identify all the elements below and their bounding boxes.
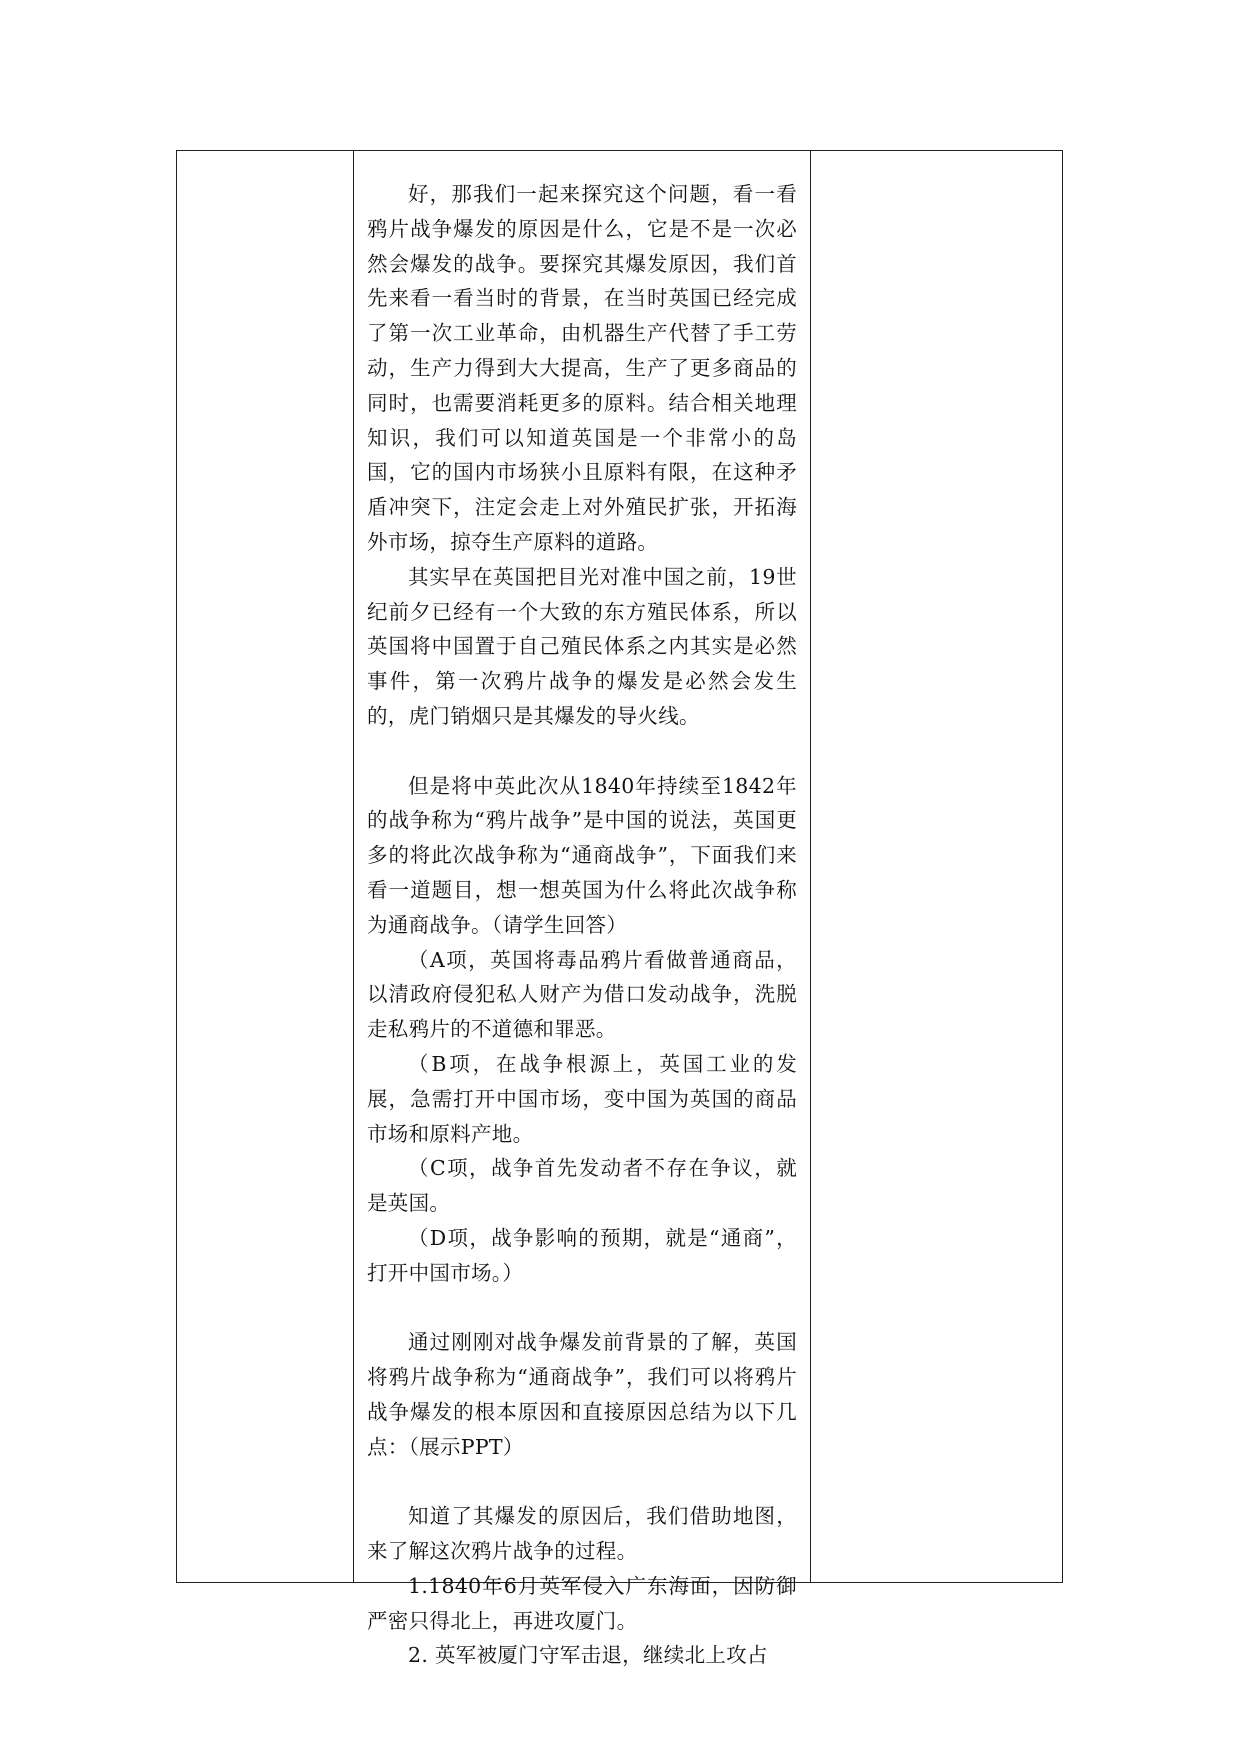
list-item-2: 2. 英军被厦门守军击退，继续北上攻占 [408, 1643, 768, 1668]
paragraph-background: 好，那我们一起来探究这个问题，看一看鸦片战争爆发的原因是什么，它是不是一次必然会爆发的战争。要探究其爆发原因，我们首先来看一看当时的背景，在当时英国已经完成了第一次工业革命，由机器生产代替了手工劳动，生产力得到大大提高，生产了更多商品的同时，也需要消耗更多的原料。结合相关地理知识，我们可以知道英国是一个非常小的岛国，它的国内市场狭小且原料有限，在这种矛盾冲突下，注定会走上对外殖民扩张，开拓海外市场，掠夺生产原料的道路。 [367, 182, 797, 554]
paragraph-colonial-system: 其实早在英国把目光对准中国之前，19世纪前夕已经有一个大致的东方殖民体系，所以英国将中国置于自己殖民体系之内其实是必然事件，第一次鸦片战争的爆发是必然会发生的，虎门销烟只是其爆发的导火线。 [367, 564, 797, 728]
answer-option-c: （C项，战争首先发动者不存在争议，就是英国。 [367, 1156, 797, 1216]
paragraph-map-intro: 知道了其爆发的原因后，我们借助地图，来了解这次鸦片战争的过程。 [367, 1504, 797, 1564]
answer-option-a: （A项，英国将毒品鸦片看做普通商品，以清政府侵犯私人财产为借口发动战争，洗脱走私鸦片的不道德和罪恶。 [367, 947, 797, 1042]
list-item-1: 1.1840年6月英军侵入广东海面，因防御严密只得北上，再进攻厦门。 [367, 1573, 797, 1633]
table-right-column [810, 151, 1064, 1582]
lesson-content [367, 177, 797, 1673]
answer-option-b: （B项，在战争根源上，英国工业的发展，急需打开中国市场，变中国为英国的商品市场和原料产地。 [367, 1051, 797, 1146]
blank-line [367, 1291, 797, 1326]
blank-line [367, 1464, 797, 1499]
paragraph-causes-summary: 通过刚刚对战争爆发前背景的了解，英国将鸦片战争称为“通商战争”，我们可以将鸦片战争爆发的根本原因和直接原因总结为以下几点：（展示PPT） [367, 1330, 797, 1459]
lesson-table [176, 150, 1063, 1668]
paragraph-trade-war: 但是将中英此次从1840年持续至1842年的战争称为“鸦片战争”是中国的说法，英国更多的将此次战争称为“通商战争”，下面我们来看一道题目，想一想英国为什么将此次战争称为通商战争。（请学生回答） [367, 773, 797, 937]
blank-line [367, 734, 797, 769]
answer-option-d: （D项，战争影响的预期，就是“通商”，打开中国市场。） [367, 1225, 797, 1285]
table-left-column [177, 151, 353, 1582]
